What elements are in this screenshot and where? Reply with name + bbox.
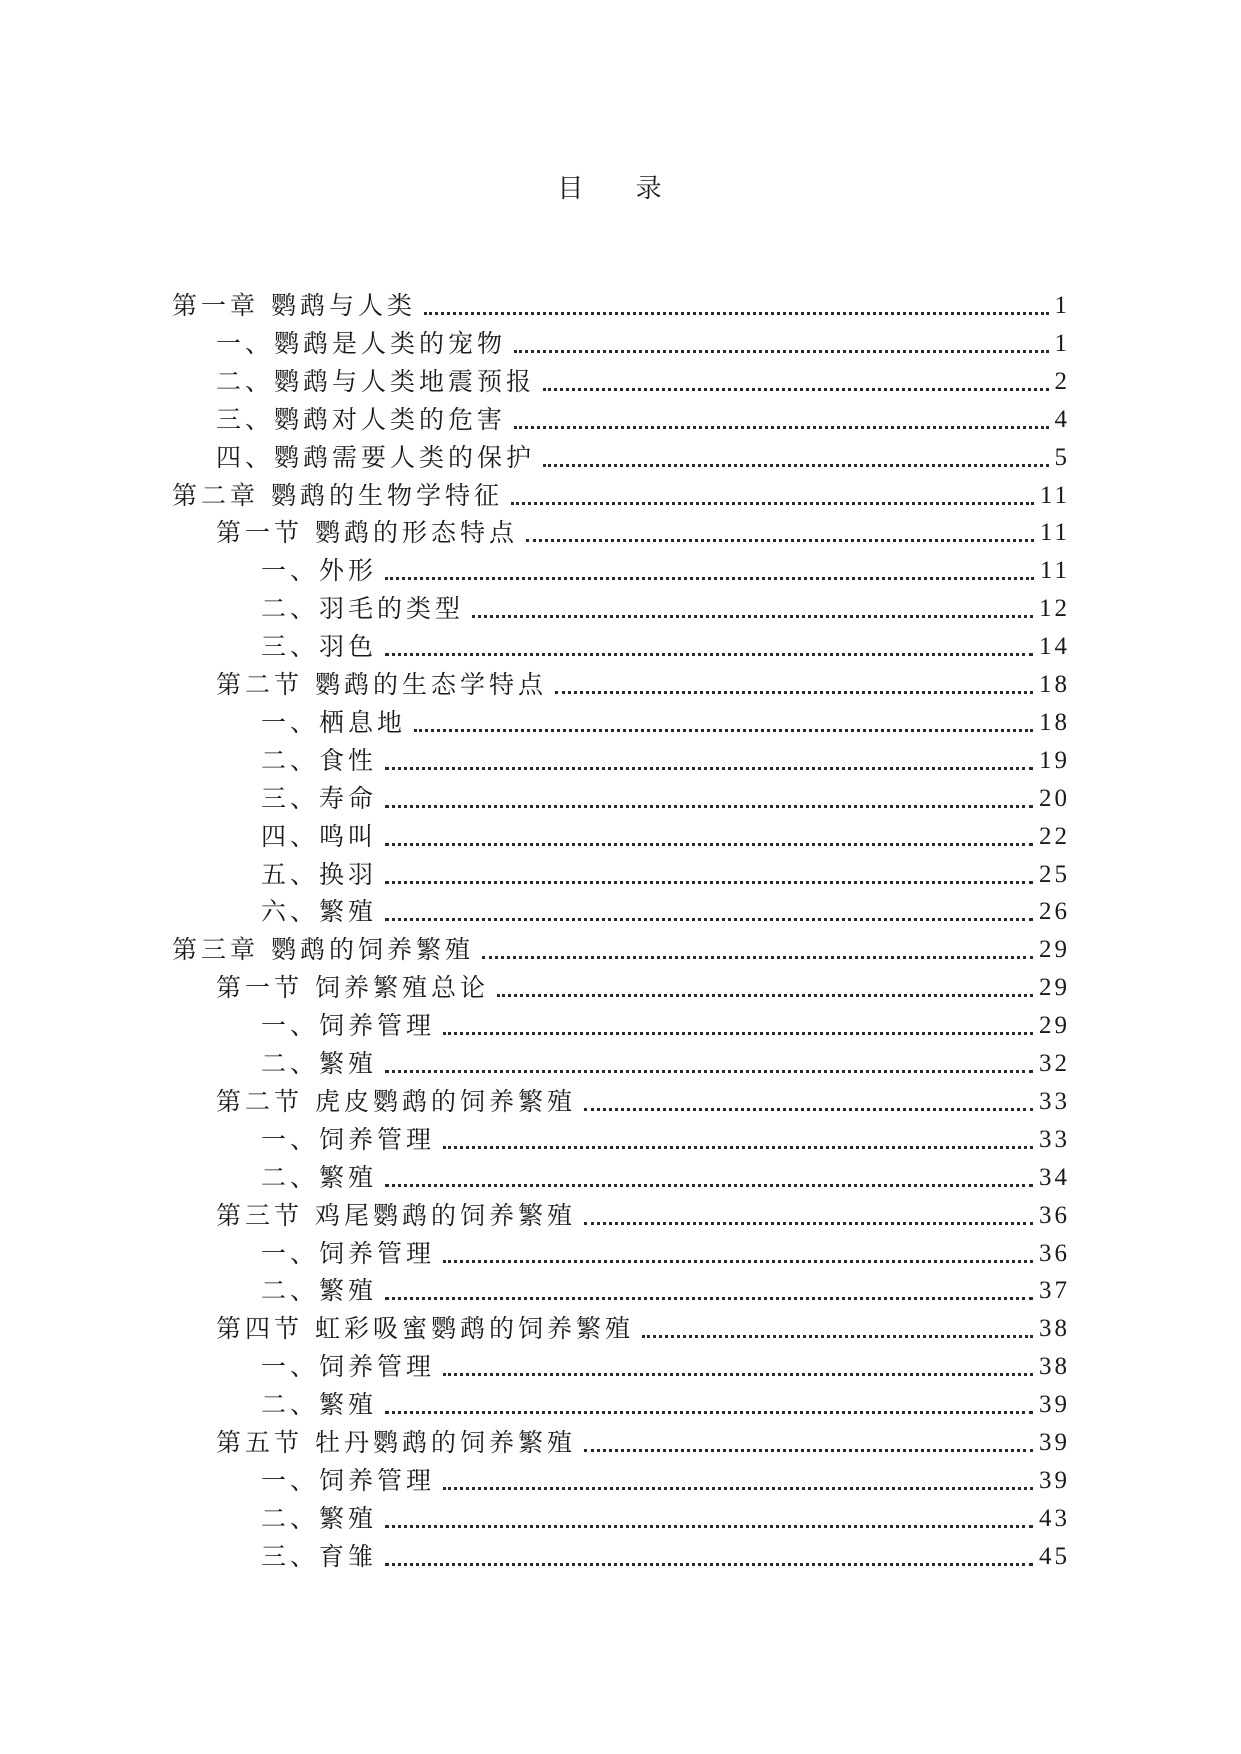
- toc-entry-title: 一、外形: [261, 556, 378, 585]
- toc-entry[interactable]: [216, 1424, 1070, 1458]
- toc-entry-title: 第二节 鹦鹉的生态学特点: [216, 670, 547, 699]
- dot-leader: [385, 1070, 1033, 1073]
- toc-entry[interactable]: [261, 780, 1070, 814]
- toc-entry[interactable]: [261, 818, 1070, 852]
- toc-entry[interactable]: [216, 969, 1070, 1003]
- toc-entry-title: 第一节 鹦鹉的形态特点: [216, 518, 518, 547]
- toc-entry-page-number: 2: [1054, 368, 1070, 395]
- dot-leader: [385, 1411, 1033, 1414]
- toc-entry-title: 二、繁殖: [261, 1163, 378, 1192]
- toc-entry-title: 四、鸣叫: [261, 822, 378, 851]
- dot-leader: [514, 426, 1048, 429]
- dot-leader: [443, 1487, 1033, 1490]
- toc-entry-page-number: 14: [1039, 633, 1070, 660]
- toc-entry-title: 六、繁殖: [261, 897, 378, 926]
- toc-entry[interactable]: [261, 1272, 1070, 1306]
- toc-entry[interactable]: [261, 1235, 1070, 1269]
- toc-entry-title: 三、羽色: [261, 632, 378, 661]
- toc-entry[interactable]: [261, 704, 1070, 738]
- dot-leader: [555, 691, 1033, 694]
- dot-leader: [385, 767, 1033, 770]
- toc-entry[interactable]: [261, 1500, 1070, 1534]
- dot-leader: [584, 1108, 1033, 1111]
- toc-entry[interactable]: [216, 1197, 1070, 1231]
- dot-leader: [385, 1297, 1033, 1300]
- dot-leader: [385, 1525, 1033, 1528]
- dot-leader: [385, 1563, 1033, 1566]
- toc-entry-page-number: 29: [1039, 974, 1070, 1001]
- toc-entry-page-number: 36: [1039, 1240, 1070, 1267]
- dot-leader: [514, 350, 1048, 353]
- toc-entry[interactable]: [261, 1462, 1070, 1496]
- toc-entry[interactable]: [172, 287, 1070, 321]
- toc-entry[interactable]: [261, 742, 1070, 776]
- toc-entry-title: 二、鹦鹉与人类地震预报: [216, 367, 536, 396]
- toc-entry-page-number: 5: [1054, 444, 1070, 471]
- dot-leader: [443, 1146, 1033, 1149]
- toc-entry[interactable]: [216, 666, 1070, 700]
- toc-entry-page-number: 29: [1039, 936, 1070, 963]
- toc-entry-page-number: 29: [1039, 1012, 1070, 1039]
- toc-entry[interactable]: [261, 1045, 1070, 1079]
- toc-entry-page-number: 39: [1039, 1429, 1070, 1456]
- toc-entry[interactable]: [261, 856, 1070, 890]
- toc-entry-page-number: 37: [1039, 1277, 1070, 1304]
- toc-entry-page-number: 38: [1039, 1315, 1070, 1342]
- toc-entry-title: 第二章 鹦鹉的生物学特征: [172, 481, 503, 510]
- toc-entry-title: 三、鹦鹉对人类的危害: [216, 405, 507, 434]
- dot-leader: [584, 1222, 1033, 1225]
- toc-entry-title: 第三节 鸡尾鹦鹉的饲养繁殖: [216, 1201, 576, 1230]
- dot-leader: [443, 1373, 1033, 1376]
- toc-entry-title: 二、繁殖: [261, 1276, 378, 1305]
- toc-entry-page-number: 18: [1039, 709, 1070, 736]
- toc-entry[interactable]: [261, 628, 1070, 662]
- toc-entry-page-number: 22: [1039, 823, 1070, 850]
- dot-leader: [385, 918, 1033, 921]
- toc-entry-title: 一、鹦鹉是人类的宠物: [216, 329, 507, 358]
- toc-entry-page-number: 34: [1039, 1164, 1070, 1191]
- toc-entry-page-number: 25: [1039, 861, 1070, 888]
- toc-entry-page-number: 12: [1039, 595, 1070, 622]
- dot-leader: [472, 615, 1033, 618]
- toc-entry-title: 第三章 鹦鹉的饲养繁殖: [172, 935, 474, 964]
- toc-entry-title: 第一章 鹦鹉与人类: [172, 291, 416, 320]
- toc-entry[interactable]: [261, 1348, 1070, 1382]
- toc-entry-title: 二、食性: [261, 746, 378, 775]
- toc-entry-title: 二、羽毛的类型: [261, 594, 465, 623]
- dot-leader: [642, 1335, 1033, 1338]
- dot-leader: [443, 1260, 1033, 1263]
- toc-entry-title: 四、鹦鹉需要人类的保护: [216, 443, 536, 472]
- toc-entry[interactable]: [216, 325, 1070, 359]
- toc-entry[interactable]: [172, 477, 1070, 511]
- toc-entry-page-number: 39: [1039, 1391, 1070, 1418]
- toc-entry-title: 第五节 牡丹鹦鹉的饲养繁殖: [216, 1428, 576, 1457]
- dot-leader: [511, 502, 1034, 505]
- toc-entry-title: 第一节 饲养繁殖总论: [216, 973, 489, 1002]
- toc-entry-title: 三、育雏: [261, 1542, 378, 1571]
- toc-entry[interactable]: [216, 514, 1070, 548]
- toc-entry-page-number: 1: [1054, 330, 1070, 357]
- dot-leader: [443, 1032, 1033, 1035]
- toc-entry[interactable]: [261, 1386, 1070, 1420]
- toc-entry[interactable]: [216, 1083, 1070, 1117]
- toc-entry-page-number: 4: [1054, 406, 1070, 433]
- toc-entry-page-number: 45: [1039, 1543, 1070, 1570]
- toc-entry-page-number: 11: [1039, 519, 1070, 546]
- toc-entry-page-number: 18: [1039, 671, 1070, 698]
- toc-entry-page-number: 38: [1039, 1353, 1070, 1380]
- toc-entry-title: 一、栖息地: [261, 708, 407, 737]
- toc-entry-page-number: 1: [1054, 292, 1070, 319]
- dot-leader: [385, 653, 1033, 656]
- toc-entry-page-number: 26: [1039, 898, 1070, 925]
- dot-leader: [385, 805, 1033, 808]
- dot-leader: [414, 729, 1033, 732]
- toc-entry[interactable]: [172, 931, 1070, 965]
- dot-leader: [385, 881, 1033, 884]
- toc-entry-page-number: 36: [1039, 1202, 1070, 1229]
- toc-entry[interactable]: [261, 590, 1070, 624]
- toc-entry-title: 五、换羽: [261, 860, 378, 889]
- toc-entry[interactable]: [261, 893, 1070, 927]
- toc-entry-page-number: 20: [1039, 785, 1070, 812]
- toc-entry-page-number: 33: [1039, 1088, 1070, 1115]
- toc-entry[interactable]: [261, 1159, 1070, 1193]
- dot-leader: [385, 843, 1033, 846]
- toc-entry-title: 一、饲养管理: [261, 1352, 436, 1381]
- toc-entry-title: 一、饲养管理: [261, 1239, 436, 1268]
- dot-leader: [482, 956, 1033, 959]
- toc-entry-title: 二、繁殖: [261, 1504, 378, 1533]
- toc-entry[interactable]: [216, 401, 1070, 435]
- toc-entry-title: 二、繁殖: [261, 1049, 378, 1078]
- toc-entry-page-number: 39: [1039, 1467, 1070, 1494]
- toc-entry-title: 第四节 虹彩吸蜜鹦鹉的饲养繁殖: [216, 1314, 634, 1343]
- toc-entry[interactable]: [261, 1007, 1070, 1041]
- dot-leader: [424, 312, 1049, 315]
- toc-entry-title: 一、饲养管理: [261, 1011, 436, 1040]
- toc-entry-page-number: 11: [1039, 557, 1070, 584]
- toc-entry-page-number: 33: [1039, 1126, 1070, 1153]
- toc-entry-page-number: 19: [1039, 747, 1070, 774]
- toc-entry-title: 一、饲养管理: [261, 1466, 436, 1495]
- toc-entry[interactable]: [216, 1310, 1070, 1344]
- toc-entry-title: 一、饲养管理: [261, 1125, 436, 1154]
- toc-entry[interactable]: [261, 552, 1070, 586]
- dot-leader: [497, 994, 1033, 997]
- toc-entry-page-number: 11: [1039, 482, 1070, 509]
- toc-entry-title: 三、寿命: [261, 784, 378, 813]
- toc-entry[interactable]: [216, 363, 1070, 397]
- toc-entry[interactable]: [216, 439, 1070, 473]
- dot-leader: [385, 577, 1034, 580]
- page-title: 目 录: [557, 174, 684, 204]
- dot-leader: [543, 388, 1048, 391]
- dot-leader: [584, 1449, 1033, 1452]
- toc-entry[interactable]: [261, 1538, 1070, 1572]
- dot-leader: [543, 464, 1048, 467]
- dot-leader: [526, 539, 1034, 542]
- toc-entry-title: 二、繁殖: [261, 1390, 378, 1419]
- toc-entry-page-number: 32: [1039, 1050, 1070, 1077]
- toc-entry-title: 第二节 虎皮鹦鹉的饲养繁殖: [216, 1087, 576, 1116]
- toc-entry[interactable]: [261, 1121, 1070, 1155]
- toc-entry-page-number: 43: [1039, 1505, 1070, 1532]
- dot-leader: [385, 1184, 1033, 1187]
